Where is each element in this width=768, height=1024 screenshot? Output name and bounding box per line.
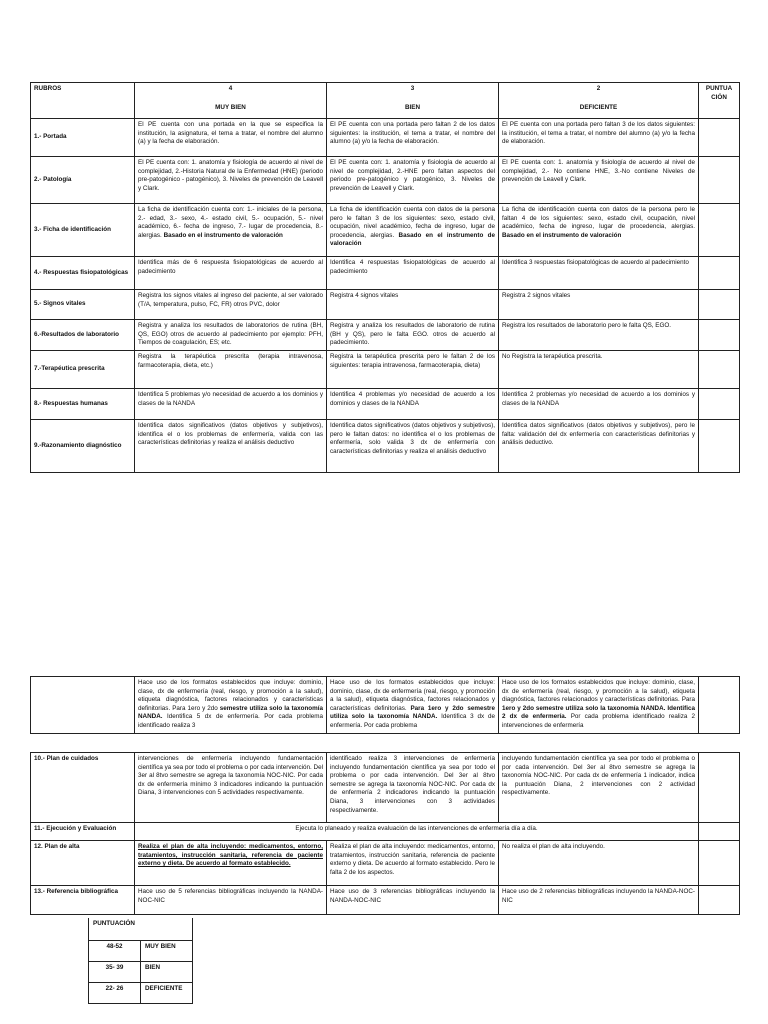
cell-muy-bien: El PE cuenta con una portada en la que se especifica la institución, la asignatura, el tema a tratar, el nombre del alumno (a) y la fecha de elaboración. bbox=[135, 119, 327, 157]
cell-score bbox=[699, 389, 740, 420]
table-row bbox=[31, 389, 740, 420]
cell-deficiente: No realiza el plan de alta incluyendo. bbox=[499, 841, 699, 886]
table-row bbox=[31, 677, 740, 734]
table-row bbox=[31, 420, 740, 473]
cell-score bbox=[699, 823, 740, 841]
cell-bold-text: Basado en el instrumento de valoración bbox=[163, 231, 283, 239]
cell-score bbox=[699, 841, 740, 886]
cell-bien bbox=[327, 677, 499, 734]
cell-bien: Registra 4 signos vitales bbox=[327, 290, 499, 320]
score-title: PUNTUACIÓN bbox=[89, 918, 193, 941]
score-label: DEFICIENTE bbox=[141, 983, 193, 1004]
score-row bbox=[89, 983, 193, 1004]
cell-bien: Identifica datos significativos (datos objetivos y subjetivos), pero le faltan datos: no identifica el o los problemas de enfermería, solo valida 3 dx de enfermería con características definitorias y realiza el análisis deductivo bbox=[327, 420, 499, 473]
cell-deficiente bbox=[499, 204, 699, 257]
cell-muy-bien bbox=[135, 204, 327, 257]
cell-muy-bien: Identifica más de 6 respuesta fisiopatológicas de acuerdo al padecimiento bbox=[135, 257, 327, 290]
cell-text: Hace uso de los formatos establecidos que incluye: dominio, clase, dx de enfermería (real, riesgo, y promoción a la salud), etiqueta diagnóstica, factores relacionados y características definitorias. bbox=[330, 679, 495, 712]
cell-muy-bien: Identifica datos significativos (datos objetivos y subjetivos), identifica el o los problemas de enfermería, valida con las características definitorias y realiza el análisis deductivo bbox=[135, 420, 327, 473]
table-row bbox=[31, 753, 740, 823]
cell-bien: Registra la terapéutica prescrita pero le faltan 2 de los siguientes: terapia intravenosa, farmacoterapia, dieta) bbox=[327, 351, 499, 389]
rubro-label: 6.-Resultados de laboratorio bbox=[31, 320, 135, 351]
cell-muy-bien bbox=[135, 841, 327, 886]
rubro-label: 8.- Respuestas humanas bbox=[31, 389, 135, 420]
cell-text: La ficha de identificación cuenta con: 1.- iniciales de la persona, 2.- edad, 3.- sexo, 4.- estado civil, 5.- ocupación, 5.- nivel académico, 6.- fecha de ingreso, 7.- lugar de procedencia, 8.- alergias. bbox=[138, 206, 323, 239]
cell-deficiente: incluyendo fundamentación científica ya sea por todo el problema o por cada intervención. Del 3er al 8tvo semestre se agrega la taxonomía NOC-NIC. Por cada dx de enfermería 1 indicador, indica la puntuación Diana, 2 intervenciones con 2 actividad respectivamente. bbox=[499, 753, 699, 823]
cell-score bbox=[699, 204, 740, 257]
table-row bbox=[31, 257, 740, 290]
level-header-deficiente bbox=[499, 83, 699, 119]
cell-score bbox=[699, 290, 740, 320]
cell-bien: El PE cuenta con: 1. anatomía y fisiología de acuerdo al nivel de complejidad, 2.-HNE pero faltan aspectos del periodo pre-patogénico y patogénico, 3. Niveles de prevención de Leavell y Clark. bbox=[327, 157, 499, 204]
cell-score bbox=[699, 257, 740, 290]
score-table bbox=[88, 918, 193, 1004]
cell-muy-bien: El PE cuenta con: 1. anatomía y fisiología de acuerdo al nivel de complejidad, 2.-Historia Natural de la Enfermedad (HNE) (periodo pre-patogénico - patogénico), 3. Niveles de prevención de Leavell y Clark. bbox=[135, 157, 327, 204]
cell-deficiente: Identifica 2 problemas y/o necesidad de acuerdo a los dominios y clases de la NANDA bbox=[499, 389, 699, 420]
level-num: 2 bbox=[596, 85, 601, 92]
cell-score bbox=[699, 677, 740, 734]
cell-muy-bien: Hace uso de 5 referencias bibliográficas incluyendo la NANDA-NOC-NIC bbox=[135, 886, 327, 915]
cell-score bbox=[699, 157, 740, 204]
cell-merged: Ejecuta lo planeado y realiza evaluación de las intervenciones de enfermería día a día. bbox=[135, 823, 699, 841]
table-row bbox=[31, 823, 740, 841]
cell-deficiente: El PE cuenta con una portada pero faltan 3 de los datos siguientes: la institución, el tema a tratar, el nombre del alumno (a) y/o la fecha de elaboración. bbox=[499, 119, 699, 157]
cell-score bbox=[699, 420, 740, 473]
cell-bien: Identifica 4 problemas y/o necesidad de acuerdo a los dominios y clases de la NANDA bbox=[327, 389, 499, 420]
cell-bien bbox=[327, 204, 499, 257]
table-row bbox=[31, 841, 740, 886]
rubric-table-top bbox=[30, 82, 740, 473]
score-row bbox=[89, 962, 193, 983]
cell-muy-bien bbox=[135, 677, 327, 734]
rubro-label: 4.- Respuestas fisiopatológicas bbox=[31, 257, 135, 290]
score-range: 22- 26 bbox=[89, 983, 141, 1004]
cell-score bbox=[699, 119, 740, 157]
level-num: 3 bbox=[410, 85, 415, 92]
rubric-table-cont bbox=[30, 676, 740, 734]
cell-bold-text: Realiza el plan de alta incluyendo: medicamentos, entorno, tratamientos, instrucción sanitaria, referencia de paciente externo y dieta. De acuerdo al formato establecido. bbox=[138, 843, 323, 868]
rubro-label: 3.- Ficha de identificación bbox=[31, 204, 135, 257]
table-row bbox=[31, 351, 740, 389]
rubro-label: 11.- Ejecución y Evaluación bbox=[31, 823, 135, 841]
rubro-label: 12. Plan de alta bbox=[31, 841, 135, 886]
table-row bbox=[31, 886, 740, 915]
cell-bold-text: 1ero y 2do semestre utiliza solo la taxonomía NANDA. Identifica 2 dx de enfermería. bbox=[502, 704, 695, 721]
table-row bbox=[31, 290, 740, 320]
score-label: MUY BIEN bbox=[141, 941, 193, 962]
cell-deficiente: Registra 2 signos vitales bbox=[499, 290, 699, 320]
cell-text: Por cada problema identificado realiza 2 intervenciones de enfermería bbox=[502, 713, 695, 729]
level-header-muy-bien bbox=[135, 83, 327, 119]
cell-bien: Realiza el plan de alta incluyendo: medicamentos, entorno, tratamientos, instrucción sanitaria, referencia de paciente externo y dieta. De acuerdo al formato establecido. Pero le falta 2 de los aspectos. bbox=[327, 841, 499, 886]
cell-deficiente: Identifica 3 respuestas fisiopatológicas de acuerdo al padecimiento bbox=[499, 257, 699, 290]
level-label: BIEN bbox=[404, 103, 421, 111]
rubro-label: 9.-Razonamiento diagnóstico bbox=[31, 420, 135, 473]
cell-muy-bien: Registra la terapéutica prescrita (terapia intravenosa, farmacoterapia, dieta, etc.) bbox=[135, 351, 327, 389]
cell-bold-text: semestre utiliza solo la taxonomía NANDA. bbox=[138, 704, 324, 721]
cell-deficiente: Identifica datos significativos (datos objetivos y subjetivos), pero le falta: validación del dx enfermería con características definitorias y análisis deductivo. bbox=[499, 420, 699, 473]
cell-bien: Registra y analiza los resultados de laboratorio de rutina (BH y QS), pero le falta EGO. otros de acuerdo al padecimiento. bbox=[327, 320, 499, 351]
level-num: 4 bbox=[228, 85, 233, 92]
score-title-row bbox=[89, 918, 193, 941]
cell-muy-bien: intervenciones de enfermería incluyendo fundamentación científica ya sea por todo el problema o por cada intervención. Del 3er al 8tvo semestre se agrega la taxonomía NOC-NIC. Por cada dx de enfermería mínimo 3 indicadores indicando la puntuación Diana, 3 intervenciones con 5 actividades respectivamente. bbox=[135, 753, 327, 823]
table-row bbox=[31, 320, 740, 351]
cell-score bbox=[699, 753, 740, 823]
rubro-label: 1.- Portada bbox=[31, 119, 135, 157]
cell-bien: El PE cuenta con una portada pero faltan 2 de los datos siguientes: la institución, el tema a tratar, el nombre del alumno (a) y/o la fecha de elaboración. bbox=[327, 119, 499, 157]
cell-deficiente: No Registra la terapéutica prescrita. bbox=[499, 351, 699, 389]
score-row bbox=[89, 941, 193, 962]
cell-score bbox=[699, 351, 740, 389]
cell-score bbox=[699, 886, 740, 915]
rubro-label: 2.- Patología bbox=[31, 157, 135, 204]
score-range: 35- 39 bbox=[89, 962, 141, 983]
cell-bien: Hace uso de 3 referencias bibliográficas incluyendo la NANDA-NOC-NIC bbox=[327, 886, 499, 915]
rubro-label bbox=[31, 677, 135, 734]
cell-bold-text: Para 1ero y 2do semestre utiliza solo la taxonomía NANDA. bbox=[330, 704, 496, 721]
cell-text: La ficha de identificación cuenta con datos de la persona pero le faltan 3 de los siguientes: sexo, estado civil, ocupación, nivel académico, fecha de ingreso, lugar de procedencia, alergias. bbox=[330, 206, 495, 239]
level-label: DEFICIENTE bbox=[579, 103, 618, 111]
cell-muy-bien: Registra los signos vitales al ingreso del paciente, al ser valorado (T/A, temperatura, pulso, FC, FR) otros PVC, dolor bbox=[135, 290, 327, 320]
level-label: MUY BIEN bbox=[215, 103, 246, 111]
cell-text: Hace uso de los formatos establecidos que incluye: dominio, clase, dx de enfermería (real, riesgo, y promoción a la salud), etiqueta diagnóstica, factores relacionados y características definitorias. Para 1ero y 2do bbox=[138, 679, 323, 712]
score-range: 48-52 bbox=[89, 941, 141, 962]
puntuacion-header: PUNTUA CIÓN bbox=[699, 83, 740, 119]
cell-score bbox=[699, 320, 740, 351]
cell-bold-text: Basado en el instrumento de valoración bbox=[330, 231, 495, 248]
score-label: BIEN bbox=[141, 962, 193, 983]
rubric-table-bottom bbox=[30, 752, 740, 915]
cell-muy-bien: Registra y analiza los resultados de laboratorios de rutina (BH, QS, EGO) otros de acuerdo al padecimiento por ejemplo: PFH, Tiempos de coagulación, ES; etc. bbox=[135, 320, 327, 351]
header-row bbox=[31, 83, 740, 119]
level-header-bien bbox=[327, 83, 499, 119]
cell-muy-bien: Identifica 5 problemas y/o necesidad de acuerdo a los dominios y clases de la NANDA bbox=[135, 389, 327, 420]
rubro-label: 10.- Plan de cuidados bbox=[31, 753, 135, 823]
rubro-label: 13.- Referencia bibliográfica bbox=[31, 886, 135, 915]
table-row bbox=[31, 157, 740, 204]
cell-deficiente: El PE cuenta con: 1. anatomía y fisiología de acuerdo al nivel de complejidad, 2.- No contiene HNE, 3.-No contiene Niveles de prevención de Leavell y Clark. bbox=[499, 157, 699, 204]
cell-deficiente bbox=[499, 677, 699, 734]
cell-deficiente: Registra los resultados de laboratorio pero le falta QS, EGO. bbox=[499, 320, 699, 351]
rubro-label: 5.- Signos vitales bbox=[31, 290, 135, 320]
rubro-label: 7.-Terapéutica prescrita bbox=[31, 351, 135, 389]
cell-deficiente: Hace uso de 2 referencias bibliográficas incluyendo la NANDA-NOC-NIC bbox=[499, 886, 699, 915]
cell-text: La ficha de identificación cuenta con datos de la persona pero le faltan 4 de los siguientes: sexo, estado civil, ocupación, nivel académico, fecha de ingreso, lugar de procedencia, alergias. bbox=[502, 206, 695, 231]
table-row bbox=[31, 119, 740, 157]
cell-text: Identifica 3 dx de enfermería. Por cada problema bbox=[330, 713, 495, 729]
table-row bbox=[31, 204, 740, 257]
rubros-header: RUBROS bbox=[31, 83, 135, 119]
cell-bien: identificado realiza 3 intervenciones de enfermería incluyendo fundamentación científica ya sea por todo el problema o por cada intervención. Del 3er al 8tvo semestre se agrega la taxonomía NOC-NIC. Por cada dx de enfermería 2 indicadores indicando la puntuación Diana, 3 intervenciones con 3 actividades respectivamente. bbox=[327, 753, 499, 823]
cell-text: Identifica 5 dx de enfermería. Por cada problema identificado realiza 3 bbox=[138, 713, 323, 729]
cell-bold-text: Basado en el instrumento de valoración bbox=[502, 231, 622, 239]
cell-bien: Identifica 4 respuestas fisiopatológicas de acuerdo al padecimiento bbox=[327, 257, 499, 290]
cell-text: Hace uso de los formatos establecidos que incluye: dominio, clase, dx de enfermería (real, riesgo, y promoción a la salud), etiqueta diagnóstica, factores relacionados y características definitorias. Para bbox=[502, 679, 695, 704]
